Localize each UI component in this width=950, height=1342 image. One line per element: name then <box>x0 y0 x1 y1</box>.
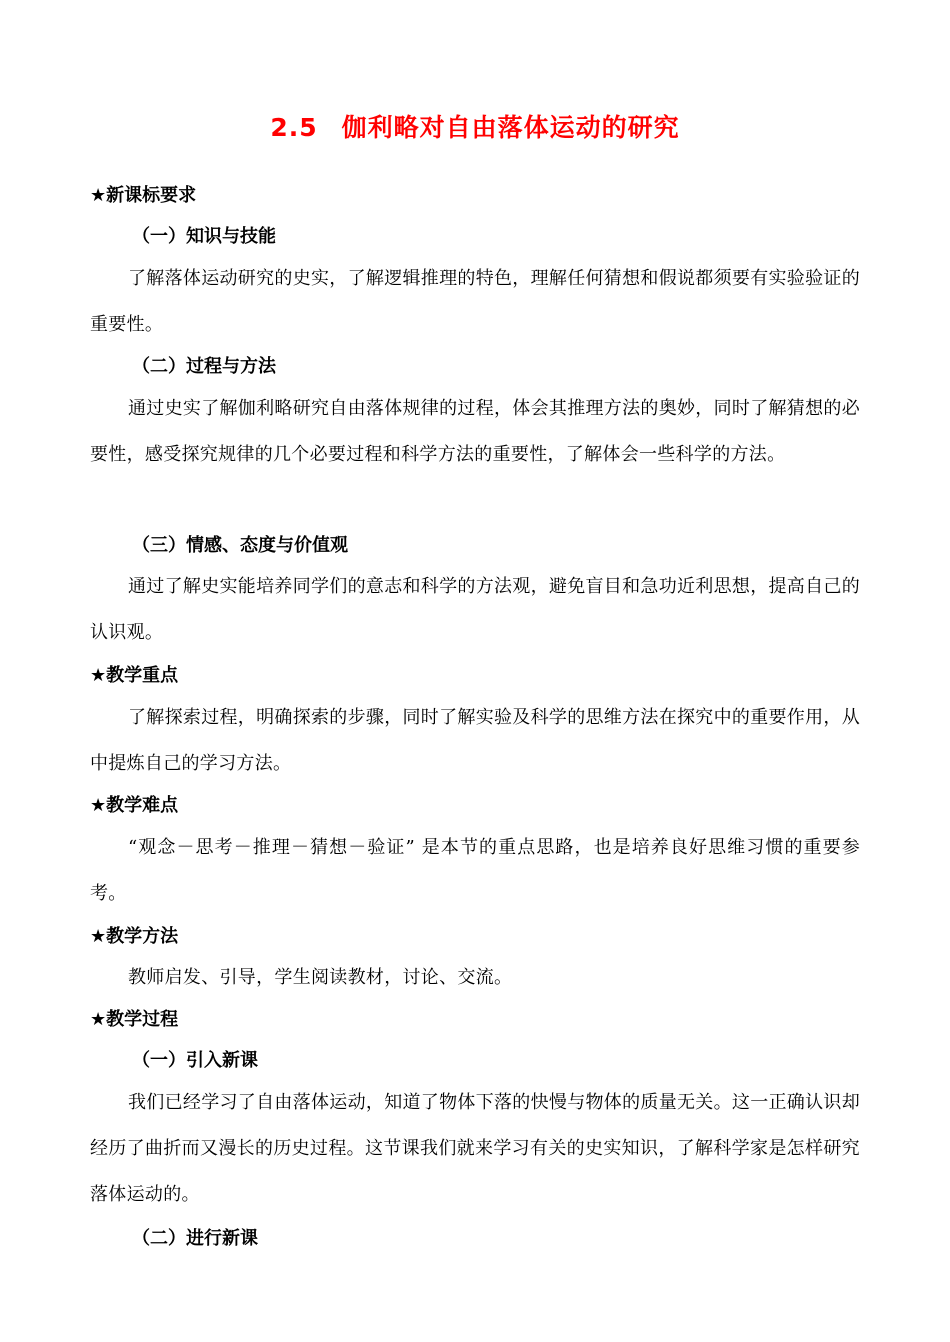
heading-focus: ★教学重点 <box>90 665 179 686</box>
subheading-emotion: （三）情感、态度与价值观 <box>132 535 348 556</box>
heading-methods: ★教学方法 <box>90 926 179 947</box>
title-text: 伽利略对自由落体运动的研究 <box>341 113 680 142</box>
heading-difficulty: ★教学难点 <box>90 795 179 816</box>
paragraph-methods: 教师启发、引导，学生阅读教材，讨论、交流。 <box>128 967 513 988</box>
paragraph-focus: 了解探索过程，明确探索的步骤，同时了解实验及科学的思维方法在探究中的重要作用，从中提炼自己的学习方法。 <box>90 707 860 774</box>
subheading-knowledge: （一）知识与技能 <box>132 226 276 247</box>
paragraph-knowledge: 了解落体运动研究的史实，了解逻辑推理的特色，理解任何猜想和假说都须要有实验验证的重要性。 <box>90 268 860 335</box>
paragraph-difficulty: “观念－思考－推理－猜想－验证” 是本节的重点思路，也是培养良好思维习惯的重要参考。 <box>90 837 860 904</box>
heading-procedure: ★教学过程 <box>90 1009 179 1030</box>
heading-standards: ★新课标要求 <box>90 185 197 206</box>
subheading-new-lesson: （二）进行新课 <box>132 1228 258 1249</box>
subheading-intro: （一）引入新课 <box>132 1050 258 1071</box>
document-title <box>0 108 950 144</box>
paragraph-process: 通过史实了解伽利略研究自由落体规律的过程，体会其推理方法的奥妙，同时了解猜想的必要性，感受探究规律的几个必要过程和科学方法的重要性，了解体会一些科学的方法。 <box>90 398 860 465</box>
title-number: 2.5 <box>270 113 318 142</box>
paragraph-emotion: 通过了解史实能培养同学们的意志和科学的方法观，避免盲目和急功近利思想，提高自己的认识观。 <box>90 576 860 643</box>
paragraph-intro: 我们已经学习了自由落体运动，知道了物体下落的快慢与物体的质量无关。这一正确认识却经历了曲折而又漫长的历史过程。这节课我们就来学习有关的史实知识，了解科学家是怎样研究落体运动的。 <box>90 1092 860 1205</box>
subheading-process: （二）过程与方法 <box>132 356 276 377</box>
